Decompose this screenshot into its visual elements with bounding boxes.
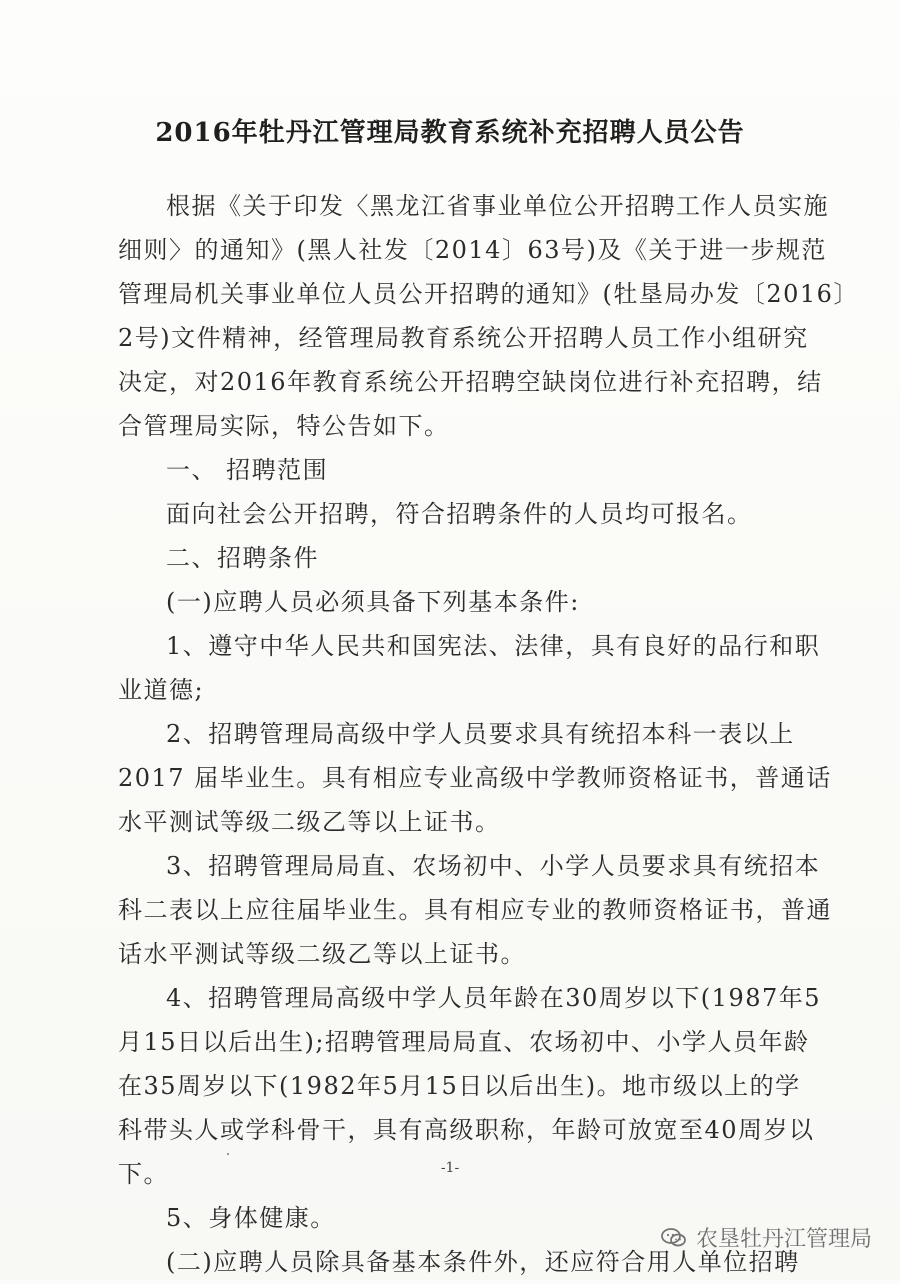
list-item-line: 话水平测试等级二级乙等以上证书。 — [118, 940, 526, 968]
list-item-line: 2、招聘管理局高级中学人员要求具有统招本科一表以上 — [166, 720, 795, 748]
list-item-line: 3、招聘管理局局直、农场初中、小学人员要求具有统招本 — [166, 852, 821, 880]
section-heading: 二、招聘条件 — [166, 544, 319, 572]
list-item-line: 下。 — [118, 1160, 169, 1188]
paragraph-line: 2号)文件精神，经管理局教育系统公开招聘人员工作小组研究 — [118, 324, 809, 352]
wechat-icon — [660, 1226, 688, 1250]
list-item-line: 水平测试等级二级乙等以上证书。 — [118, 808, 501, 836]
list-item-line: 4、招聘管理局高级中学人员年龄在30周岁以下(1987年5 — [166, 984, 822, 1012]
subsection-heading: (一)应聘人员必须具备下列基本条件: — [166, 588, 580, 616]
watermark-text: 农垦牡丹江管理局 — [695, 1227, 872, 1252]
list-item-line: 业道德; — [118, 676, 205, 704]
list-item-line: 在35周岁以下(1982年5月15日以后出生)。地市级以上的学 — [118, 1072, 801, 1100]
paragraph-line: 面向社会公开招聘，符合招聘条件的人员均可报名。 — [166, 500, 753, 528]
document-title: 2016年牡丹江管理局教育系统补充招聘人员公告 — [155, 118, 745, 148]
paragraph-line: 合管理局实际，特公告如下。 — [118, 412, 450, 440]
document-body — [118, 184, 859, 1284]
paragraph-line: 管理局机关事业单位人员公开招聘的通知》(牡垦局办发〔2016〕 — [118, 280, 859, 308]
page-number: -1- — [440, 1160, 460, 1176]
list-item-line: 2017 届毕业生。具有相应专业高级中学教师资格证书，普通话 — [118, 764, 832, 792]
paragraph-line: 根据《关于印发〈黑龙江省事业单位公开招聘工作人员实施 — [166, 192, 829, 220]
section-heading: 一、 招聘范围 — [166, 456, 329, 484]
list-item-line: 科二表以上应往届毕业生。具有相应专业的教师资格证书，普通 — [118, 896, 832, 924]
list-item-line: 1、遵守中华人民共和国宪法、法律，具有良好的品行和职 — [166, 632, 821, 660]
wechat-watermark — [660, 1222, 872, 1253]
subsection-heading: (二)应聘人员除具备基本条件外，还应符合用人单位招聘 — [166, 1248, 800, 1276]
list-item-line: 科带头人或学科骨干，具有高级职称，年龄可放宽至40周岁以 — [118, 1116, 815, 1144]
scan-dot — [227, 1153, 229, 1155]
list-item-line: 5、身体健康。 — [166, 1204, 336, 1232]
paragraph-line: 决定，对2016年教育系统公开招聘空缺岗位进行补充招聘，结 — [118, 368, 823, 396]
list-item-line: 月15日以后出生);招聘管理局局直、农场初中、小学人员年龄 — [118, 1028, 810, 1056]
paragraph-line: 细则〉的通知》(黑人社发〔2014〕63号)及《关于进一步规范 — [118, 236, 827, 264]
